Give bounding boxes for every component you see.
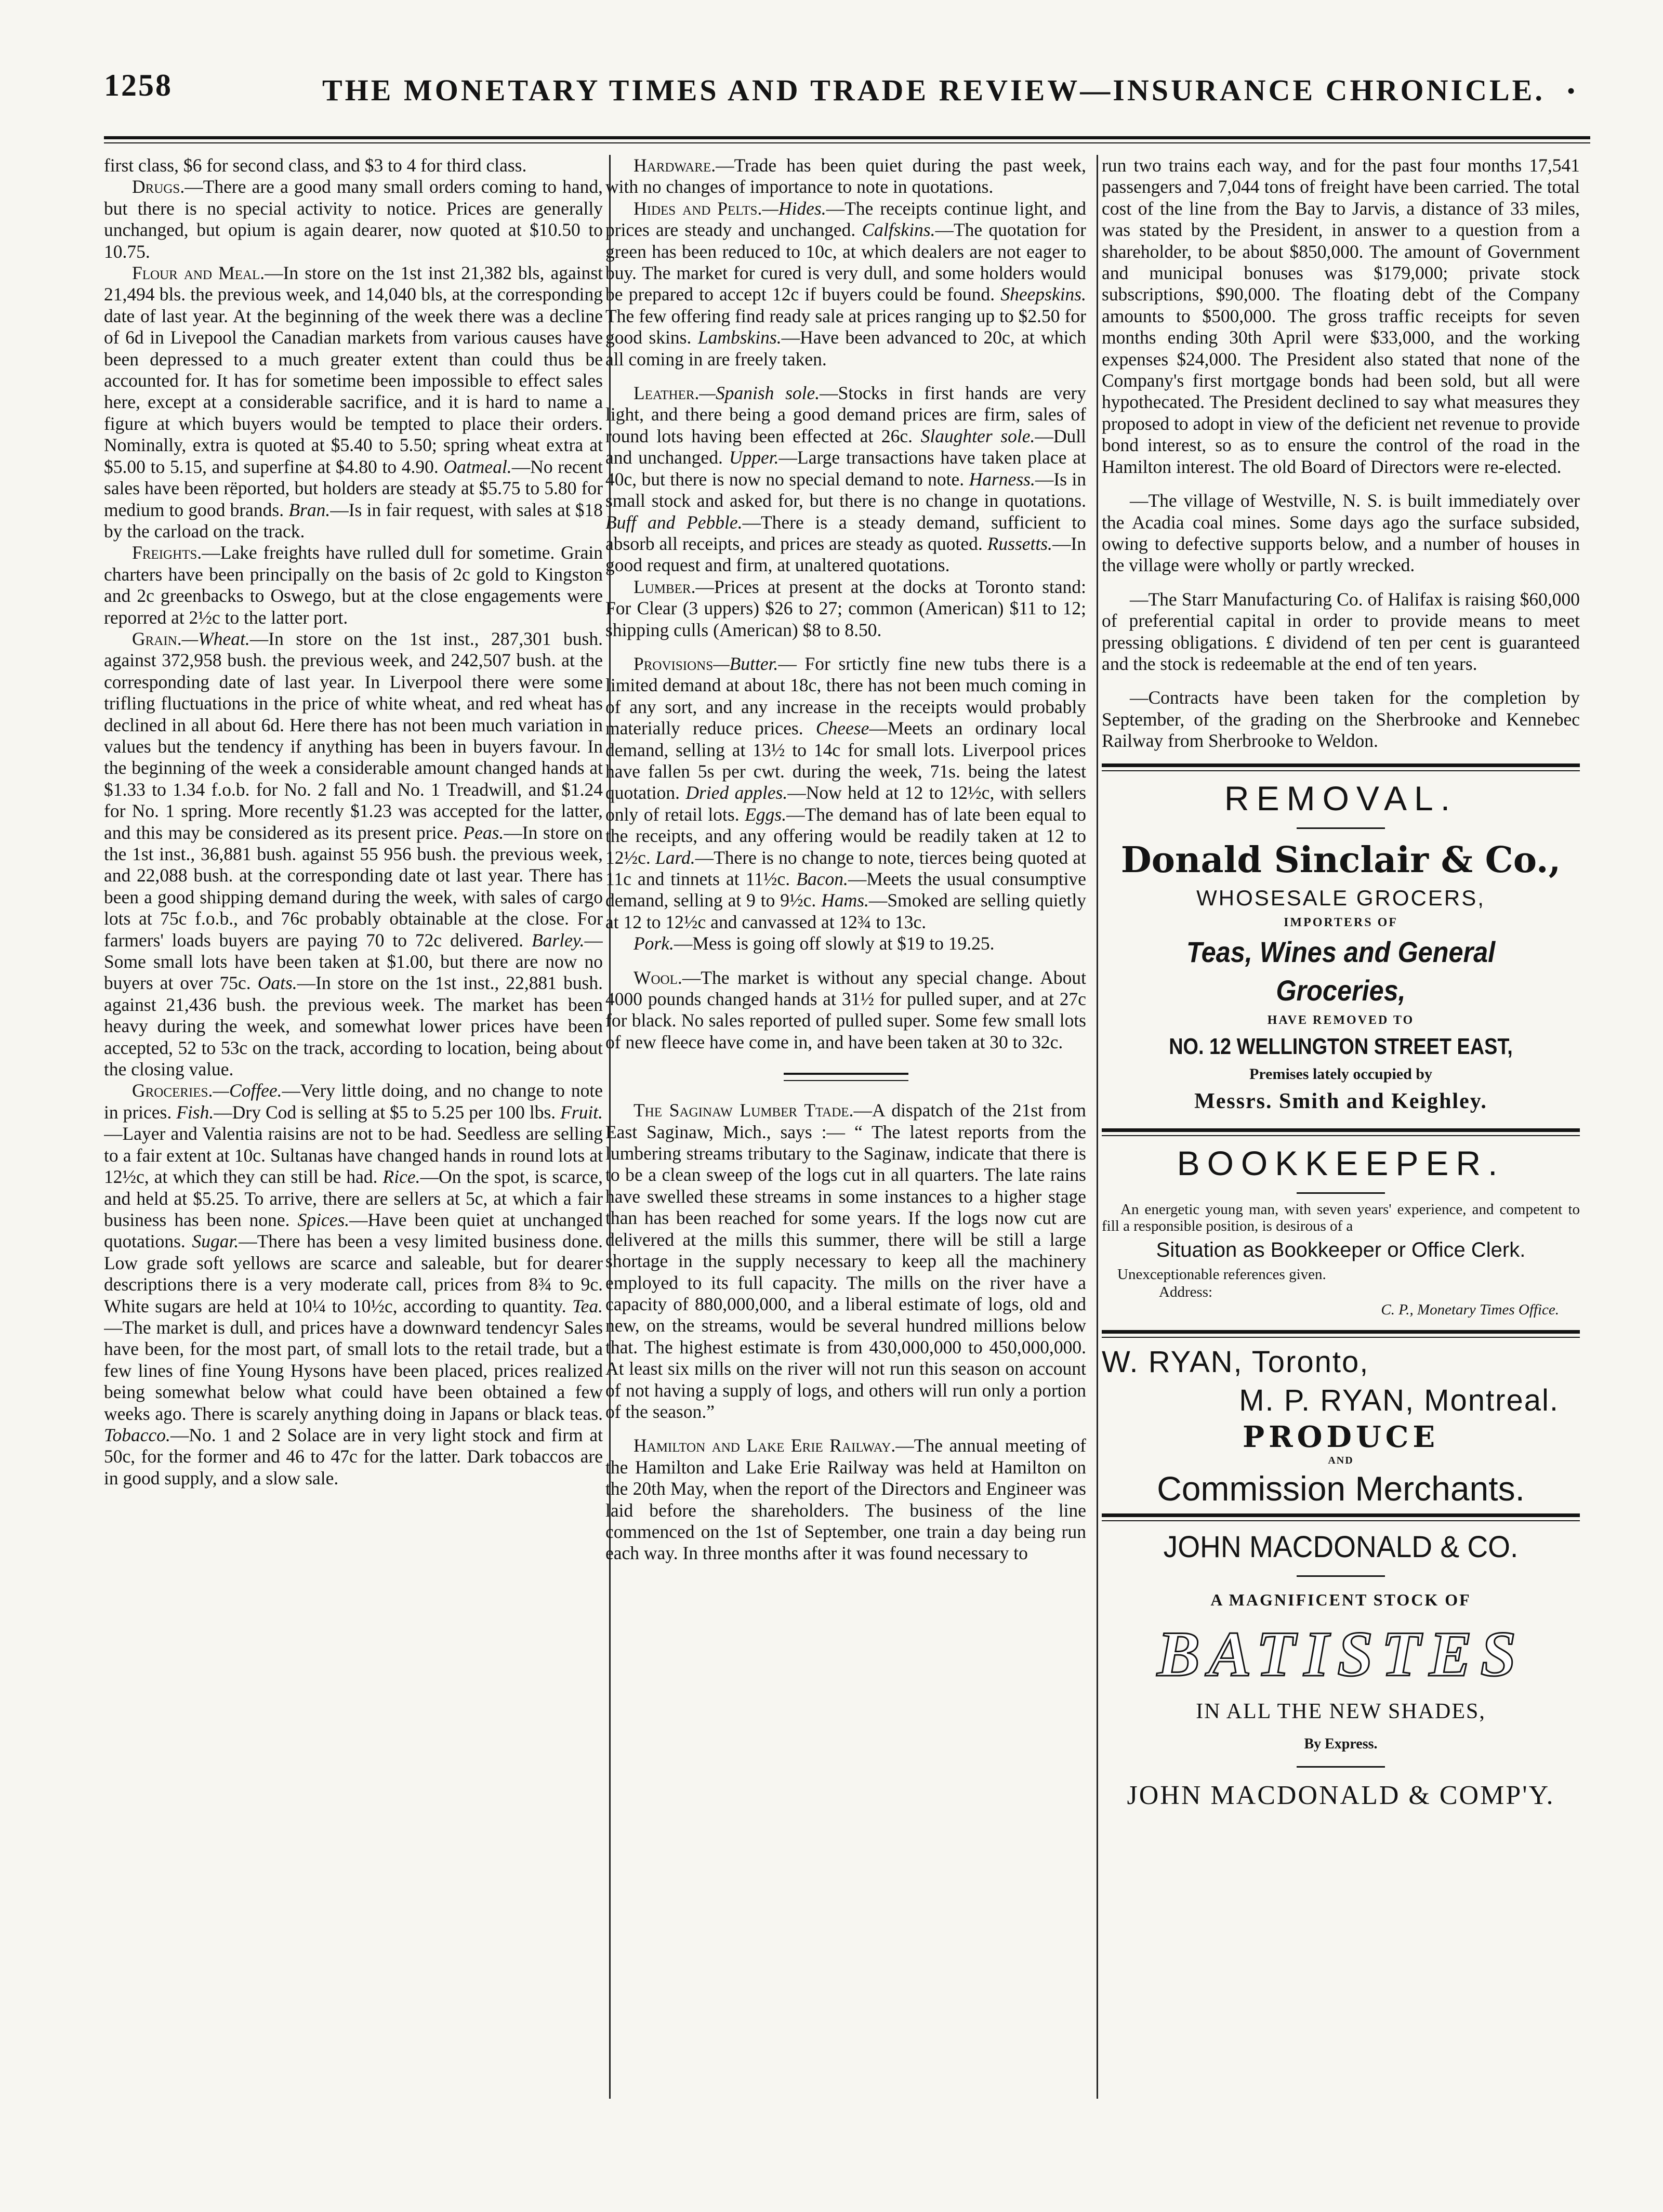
header-rule	[104, 136, 1590, 139]
ad-address-label: Address:	[1159, 1283, 1213, 1300]
pork-paragraph	[605, 933, 1086, 954]
item-label: Upper.	[729, 447, 779, 468]
item-body: —Dull and unchanged.	[605, 425, 1086, 468]
spacer	[605, 955, 1086, 967]
hamilton-continued: run two trains each way, and for the past four months 17,541 passengers and 7,044 tons of freight have been carried. The total cost of the line from the Bay to Jarvis, a distance of 33 miles, was stated by the President, in answer to a question from a shareholder, to be about $850,000. The amount of Government and municipal bonuses was $179,000; private stock subscriptions, $90,000. The floating debt of the Company amounts to $500,000. The gross traffic receipts for seven months ending 30th April were $33,000, and the working expenses $24,000. The President also stated that none of the Company's first mortgage bonds had been sold, but all were hypothecated. The President declined to say what measures they proposed to adopt in view of the deficient net revenue to provide bond interest, so as to ensure the control of the road in the Hamilton interest. The old Board of Directors were re-elected.	[1102, 155, 1580, 477]
item-body: —Large transactions have taken place at 40c, but there is now no special demand to note.	[605, 447, 1086, 490]
ad-messrs: Messrs. Smith and Keighley.	[1194, 1089, 1487, 1113]
item-body: —There is no change to note, tierces being quoted at 11c and tinnets at 11½c.	[605, 847, 1086, 889]
item-label: Calfskins.	[862, 219, 935, 241]
item-body: —Is in fair request, with sales at $18 by the carload on the track.	[104, 499, 603, 542]
spacer	[605, 641, 1086, 653]
item-label: Fruit.	[560, 1101, 603, 1123]
item-label: Slaughter sole.	[920, 425, 1035, 446]
spacer	[1102, 675, 1580, 687]
item-body: —No recent sales have been rëported, but holders are steady at $5.75 to 5.80 for medium to good brands.	[104, 456, 603, 520]
ad-address: NO. 12 WELLINGTON STREET EAST,	[1169, 1033, 1513, 1059]
item-body: The few offering find ready sale at prices ranging up to $2.50 for good skins.	[605, 305, 1086, 348]
section-head: Lumber.	[633, 576, 696, 597]
hardware-paragraph	[605, 155, 1086, 198]
item-label: Spices.	[297, 1209, 350, 1230]
ad-line: W. RYAN, Toronto,	[1102, 1345, 1369, 1379]
item-label: —Butter.	[713, 653, 778, 674]
section-head: Leather.	[633, 383, 699, 404]
ad-signature: JOHN MACDONALD & COMP'Y.	[1127, 1780, 1555, 1810]
item-label: Buff and Pebble.	[605, 511, 743, 533]
item-body: —In store on the 1st inst., 22,881 bush. against 21,436 bush. the previous week. The market has been heavy during the week, and somewhat lower prices have been accepted, 52 to 53c on the track, according to location, being about the closing value.	[104, 972, 603, 1080]
ad-divider	[1297, 1766, 1385, 1768]
item-body: —There is a steady demand, sufficient to absorb all receipts, and prices are steady as quoted.	[605, 511, 1086, 554]
ad-and: AND	[1328, 1454, 1354, 1466]
column-1	[104, 155, 603, 2119]
item-body: —Dry Cod is selling at $5 to 5.25 per 100 lbs.	[214, 1101, 556, 1123]
article-paragraph: first class, $6 for second class, and $3 to 4 for third class.	[104, 155, 527, 176]
item-label: Oatmeal.	[443, 456, 512, 477]
item-label: Oats.	[257, 972, 297, 994]
ad-firm-name: Donald Sinclair & Co.,	[1120, 839, 1561, 881]
section-head: Freights.	[132, 542, 202, 563]
section-head: Hardware.	[633, 155, 716, 176]
section-head: Groceries.	[132, 1080, 213, 1101]
ad-commission: Commission Merchants.	[1157, 1469, 1525, 1508]
groceries-paragraph	[104, 1080, 603, 1489]
item-body: — For srtictly fine new tubs there is a limited demand at about 18c, there has not been much coming in of any sort, and any increase in the receipts would probably materially reduce prices.	[605, 653, 1086, 739]
wool-paragraph	[605, 967, 1086, 1054]
item-body: —Have been advanced to 20c, at which all coming in are freely taken.	[605, 327, 1086, 370]
ad-trade: WHOSESALE GROCERS,	[1196, 885, 1485, 910]
ad-shades: IN ALL THE NEW SHADES,	[1196, 1699, 1486, 1723]
removal-advertisement	[1102, 776, 1580, 1117]
item-body: —Some small lots have been taken at $1.00, but there are now no buyers at over 75c.	[104, 929, 603, 994]
flour-paragraph	[104, 262, 603, 542]
item-body: —Smoked are selling quietly at 12 to 12½c and canvassed at 12¾ to 13c.	[605, 890, 1086, 932]
item-body: —The demand has of late been equal to the receipts, and any offering would be readily taken at 12 to 12½c.	[605, 804, 1086, 868]
item-body: —Meets an ordinary local demand, selling at 13½ to 14c for small lots. Liverpool prices have fallen 5s per cwt. during the week, 71s. being the latest quotation.	[605, 718, 1086, 804]
item-body: —On the spot, is scarce, and held at $5.25. To arrive, there are sellers at 5c, at which a fair business has been none.	[104, 1166, 603, 1230]
ad-rule	[1102, 1128, 1580, 1132]
page-number: 1258	[104, 68, 173, 102]
hamilton-paragraph	[605, 1435, 1086, 1564]
item-body: —The receipts continue light, and prices are steady and unchanged.	[605, 198, 1086, 241]
ad-line: M. P. RYAN, Montreal.	[1239, 1383, 1559, 1417]
ad-goods: Teas, Wines and General Groceries,	[1186, 935, 1496, 1007]
macdonald-advertisement	[1102, 1526, 1580, 1816]
item-body: —Very little doing, and no change to note in prices.	[104, 1080, 603, 1123]
ad-divider	[1297, 1192, 1385, 1194]
section-body: —The market is without any special change. About 4000 pounds changed hands at 31½ for pulled super, and at 27c for black. No sales reported of pulled super. Some few small lots of new fleece have come in, and have been taken at 30 to 32c.	[605, 967, 1086, 1052]
section-body: —Prices at present at the docks at Toronto stand: For Clear (3 uppers) $26 to 27; common (American) $11 to 12; shipping culls (American) $8 to 8.50.	[605, 576, 1086, 640]
ad-rule-thin	[1102, 1520, 1580, 1521]
article-body: —A dispatch of the 21st from East Saginaw, Mich., says :— “ The latest reports from the lumbering streams tributary to the Saginaw, indicate that there is to be a clean sweep of the logs cut in all quarters. The late rains have swelled these streams in some instances to a higher stage than has been reached for some years. If the logs now cut are delivered at the mills this summer, there will be still a large shortage in the supply necessary to keep all the machinery employed to its full capacity. The mills on the river have a capacity of 880,000,000, and a liberal estimate of logs, old and new, on the streams, would be several hundred millions below that. The highest estimate is from 430,000,000 to 450,000,000. At least six mills on the river will not run this season on account of not having a supply of logs, and others will run only a portion of the season.”	[605, 1100, 1086, 1422]
spacer	[1102, 576, 1580, 589]
item-label: Tea.	[572, 1295, 603, 1316]
ad-premises: Premises lately occupied by	[1249, 1065, 1432, 1083]
item-body: —Meets the usual consumptive demand, selling at 9 to 9½c.	[605, 868, 1086, 911]
item-label: Harness.	[969, 468, 1035, 490]
ad-importers: IMPORTERS OF	[1284, 915, 1398, 929]
item-label: —Coffee.	[213, 1080, 282, 1101]
header-mark: •	[1567, 77, 1576, 104]
ad-situation: Situation as Bookkeeper or Office Clerk.	[1156, 1238, 1526, 1261]
column-2	[605, 155, 1086, 2119]
page-header	[104, 68, 1590, 125]
item-body: —There has been a vesy limited business done. Low grade soft yellows are scarce and saleable, but for dearer descriptions there is a very moderate call, prices from 8¾ to 9c. White sugars are held at 10¼ to 10½c, according to quantity.	[104, 1231, 603, 1316]
article-body: —The annual meeting of the Hamilton and Lake Erie Railway was held at Hamilton on the 20th May, when the report of the Directors and Engineer was laid before the shareholders. The business of the line commenced on the 1st of September, one train a day being run each way. In three months after it was found necessary to	[605, 1435, 1086, 1564]
item-label: Russetts.	[987, 533, 1052, 554]
freights-paragraph	[104, 542, 603, 628]
ad-rule-thin	[1102, 770, 1580, 771]
section-body: —In store on the 1st inst 21,382 bls, against 21,494 bls. the previous week, and 14,040 bls, at the corresponding date of last year. At the beginning of the week there was a decline of 6d in Livepool the Canadian markets from various causes have been depressed to a much greater extent than could thus be accounted for. It has for sometime been impossible to effect sales here, except at a considerable sacrifice, and it is hard to name a figure at which buyers would be tempted to place their orders. Nominally, extra is quoted at $5.40 to 5.50; spring wheat extra at $5.00 to 5.15, and superfine at $4.80 to 4.90.	[104, 262, 603, 477]
item-label: Sugar.	[192, 1231, 239, 1252]
item-label: Sheepskins.	[1000, 284, 1086, 305]
item-label: —Hides.	[762, 198, 826, 219]
item-label: Tobacco.	[104, 1424, 170, 1445]
item-label: Bacon.	[796, 868, 848, 889]
item-body: —Is in small stock and asked for, but there is no change in quotations.	[605, 468, 1086, 511]
ad-body: An energetic young man, with seven years' experience, and competent to fill a responsible position, is desirous of a	[1102, 1201, 1580, 1234]
item-label: Barley.	[531, 929, 585, 951]
bookkeeper-advertisement	[1102, 1141, 1580, 1319]
ad-rule-thin	[1102, 1337, 1580, 1338]
item-label: Pork.	[633, 933, 674, 954]
drugs-paragraph	[104, 176, 603, 262]
section-body: —In store on the 1st inst., 287,301 bush. against 372,958 bush. the previous week, and 242,507 bush. at the corresponding date of last year. In Liverpool there were some trifling fluctuations in the price of white wheat, and red wheat has declined in all about 6d. Here there has not been much variation in values but the tendency if anything has been in buyers favour. In the beginning of the week a considerable amount changed hands at $1.33 to 1.34 f.o.b. for No. 2 fall and No. 1 Treadwill, and $1.24 for No. 1 spring. More recently $1.23 was accepted for the latter, and this may be considered as its present price.	[104, 628, 603, 843]
item-body: —No. 1 and 2 Solace are in very light stock and firm at 50c, for the former and 46 to 47c for the latter. Dark tobaccos are in good supply, and a slow sale.	[104, 1424, 603, 1489]
column-rule	[1097, 155, 1098, 2099]
starr-paragraph: —The Starr Manufacturing Co. of Halifax is raising $60,000 of preferential capital in order to provide means to meet pressing obligations. £ dividend of ten per cent is guaranteed and the stock is redeemable at the end of ten years.	[1102, 588, 1580, 674]
item-label: Eggs.	[745, 804, 787, 825]
item-body: —Have been quiet at unchanged quotations.	[104, 1209, 603, 1252]
ad-stock: A MAGNIFICENT STOCK OF	[1210, 1590, 1471, 1609]
header-rule-thin	[104, 142, 1590, 143]
grain-paragraph	[104, 628, 603, 1081]
ad-express: By Express.	[1304, 1735, 1378, 1752]
item-label: Cheese	[815, 718, 869, 739]
ad-title: BOOKKEEPER.	[1177, 1143, 1505, 1182]
ad-rule	[1102, 1513, 1580, 1517]
item-body: —Stocks in first hands are very light, and there being a good demand prices are firm, sales of round lots having been effected at 26c.	[605, 383, 1086, 446]
item-body: —The market is dull, and prices have a downward tendencyr Sales have been, for the most part, of small lots to the retail trade, but a few lines of fine Young Hysons have been placed, prices realized being somewhat below what could have been obtained a few weeks ago. There is scarely anything doing in Japans or black teas.	[104, 1316, 603, 1424]
item-label: —Spanish sole.	[699, 383, 820, 404]
item-label: Rice.	[382, 1166, 420, 1188]
ad-rule	[1102, 1330, 1580, 1334]
saginaw-paragraph	[605, 1100, 1086, 1423]
spacer	[605, 370, 1086, 383]
item-label: Peas.	[463, 822, 504, 843]
item-body: —Mess is going off slowly at $19 to 19.25.	[674, 933, 995, 954]
item-label: Lard.	[655, 847, 695, 868]
section-head: Hides and Pelts.	[633, 198, 762, 219]
ad-divider	[1297, 1575, 1385, 1577]
item-body: —Layer and Valentia raisins are not to be had. Seedless are selling to a fair extent at 10c. Sultanas have changed hands in round lots at 12½c, at which they can still be had.	[104, 1123, 603, 1188]
westville-paragraph: —The village of Westville, N. S. is built immediately over the Acadia coal mines. Some days ago the surface subsided, owing to defective supports below, and a number of houses in the village were wholly or partly wrecked.	[1102, 490, 1580, 576]
lumber-paragraph	[605, 576, 1086, 641]
section-body: —There are a good many small orders coming to hand, but there is no special activity to notice. Prices are generally unchanged, but opium is again dearer, now quoted at $10.50 to 10.75.	[104, 176, 603, 262]
ad-title: REMOVAL.	[1224, 779, 1458, 818]
leather-paragraph	[605, 383, 1086, 576]
section-head: Drugs.	[132, 176, 185, 198]
section-head: Grain.	[132, 628, 182, 649]
article-head: Hamilton and Lake Erie Railway.	[633, 1435, 896, 1456]
item-label: Dried apples.	[685, 782, 788, 804]
item-body: —Now held at 12 to 12½c, with sellers only of retail lots.	[605, 782, 1086, 825]
item-label: —Wheat.	[181, 628, 250, 649]
provisions-paragraph	[605, 653, 1086, 933]
section-head: Provisions	[633, 653, 714, 674]
item-body: —In store on the 1st inst., 36,881 bush. against 55 956 bush. the previous week, and 22,088 bush. at the corresponding date ot last year. There has been a good shipping demand during the week, with sales of cargo lots at 75c f.o.b., and 76c probably obtainable at the close. For farmers' loads buyers are paying 70 to 72c delivered.	[104, 822, 603, 951]
article-head: The Saginaw Lumber Ttade.	[633, 1100, 854, 1121]
item-label: Hams.	[821, 890, 869, 911]
item-body: —In good request and firm, at unaltered quotations.	[605, 533, 1086, 576]
contracts-paragraph: —Contracts have been taken for the completion by September, of the grading on the Sherbrooke and Kennebec Railway from Sherbrooke to Weldon.	[1102, 687, 1580, 752]
item-label: Bran.	[288, 499, 331, 520]
ad-references: Unexceptionable references given.	[1117, 1266, 1326, 1283]
ad-produce: PRODUCE	[1242, 1419, 1440, 1454]
item-label: Fish.	[176, 1101, 214, 1123]
section-head: Wool.	[633, 967, 682, 988]
ad-rule	[1102, 763, 1580, 767]
item-body: —The quotation for green has been reduced to 10c, at which dealers are not eager to buy. The market for cured is very dull, and some holders would be prepared to accept 12c if buyers could be found.	[605, 219, 1086, 305]
hides-paragraph	[605, 198, 1086, 370]
section-body: —Trade has been quiet during the past week, with no changes of importance to note in quotations.	[605, 155, 1086, 198]
column-3	[1102, 155, 1580, 2119]
ad-removed: HAVE REMOVED TO	[1267, 1013, 1415, 1027]
section-body: —Lake freights have rulled dull for sometime. Grain charters have been principally on the basis of 2c gold to Kingston and 2c greenbacks to Oswego, but at the close engagements were reporred at 2½c to the latter port.	[104, 542, 603, 628]
item-label: Lambskins.	[697, 327, 782, 348]
ad-rule-thin	[1102, 1135, 1580, 1136]
spacer	[605, 1423, 1086, 1435]
ad-batistes: BATISTES	[1157, 1618, 1525, 1690]
spacer	[1102, 478, 1580, 490]
section-head: Flour and Meal.	[132, 262, 265, 284]
ad-address: C. P., Monetary Times Office.	[1381, 1301, 1559, 1318]
ad-divider	[1297, 827, 1385, 829]
ad-firm-name: JOHN MACDONALD & CO.	[1163, 1530, 1519, 1564]
ryan-advertisement	[1102, 1343, 1580, 1510]
running-head: THE MONETARY TIMES AND TRADE REVIEW—INSURANCE CHRONICLE.	[322, 73, 1545, 107]
section-separator	[784, 1073, 908, 1081]
